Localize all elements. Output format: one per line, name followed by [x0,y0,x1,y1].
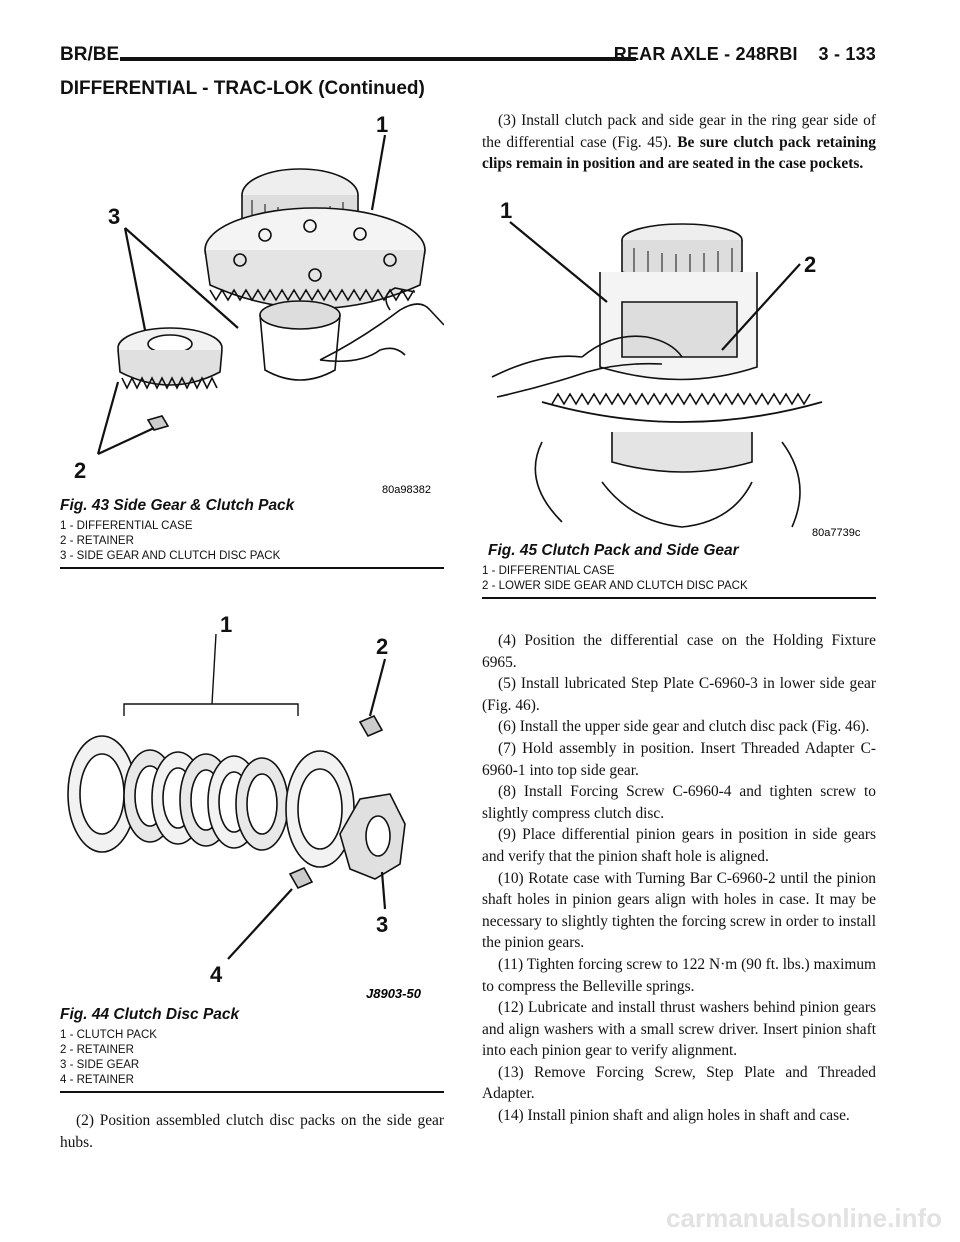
step-8: (8) Install Forcing Screw C-6960-4 and tighten screw to slightly compress clutch disc. [482,783,876,822]
legend-item: 1 - DIFFERENTIAL CASE [482,565,615,577]
fig43-callout-1: 1 [376,112,389,137]
step-3-warning: Be sure clutch pack retaining clips remain in position and are seated in the case pockets. [482,133,876,173]
fig45-code: 80a7739c [812,527,861,539]
fig43-legend [60,519,444,564]
figure-rule [60,1091,444,1093]
step-11: (11) Tighten forcing screw to 122 N·m (90 ft. lbs.) maximum to compress the Belleville springs. [482,955,876,995]
legend-item: 1 - CLUTCH PACK [60,1029,157,1041]
header-section-page: REAR AXLE - 248RBI 3 - 133 [613,44,876,64]
step-7: (7) Hold assembly in position. Insert Threaded Adapter C-6960-1 into top side gear. [482,739,876,779]
step-5: (5) Install lubricated Step Plate C-6960-3 in lower side gear (Fig. 46). [482,675,876,714]
legend-item: 4 - RETAINER [60,1074,134,1086]
legend-item: 2 - RETAINER [60,1044,134,1056]
figure-44 [60,604,444,1093]
fig43-code: 80a98382 [382,484,431,495]
step-10: (10) Rotate case with Turning Bar C-6960-2 until the pinion shaft holes in pinion gears align with holes in case. It may be necessary to slightly tighten the forcing screw in order to install the pinion gears. [482,869,876,952]
fig45-illustration [482,192,876,540]
watermark: carmanualsonline.info [666,1203,942,1233]
fig44-illustration [60,604,444,1004]
fig44-legend [60,1028,444,1088]
step-14: (14) Install pinion shaft and align holes in shaft and case. [498,1107,850,1125]
fig44-callout-3: 3 [376,912,389,937]
step-3 [482,110,876,175]
fig45-callout-2: 2 [804,252,817,277]
fig45-caption: Fig. 45 Clutch Pack and Side Gear [488,542,739,559]
fig44-caption: Fig. 44 Clutch Disc Pack [60,1006,240,1023]
legend-item: 3 - SIDE GEAR AND CLUTCH DISC PACK [60,550,281,562]
step-2: (2) Position assembled clutch disc packs on the side gear hubs. [60,1112,444,1151]
header-model: BR/BE [60,44,120,65]
step-9: (9) Place differential pinion gears in position in side gears and verify that the pinion shaft hole is aligned. [482,826,876,865]
right-column-intro [482,110,876,175]
step-12: (12) Lubricate and install thrust washers behind pinion gears and align washers with a small screw driver. Insert pinion shaft into each pinion gear to verify alignment. [482,999,876,1060]
step-6: (6) Install the upper side gear and clutch disc pack (Fig. 46). [498,718,870,736]
legend-item: 1 - DIFFERENTIAL CASE [60,520,193,532]
fig45-legend [482,564,876,594]
fig43-illustration [60,100,444,495]
step-4: (4) Position the differential case on the Holding Fixture 6965. [482,632,876,671]
legend-item: 3 - SIDE GEAR [60,1059,140,1071]
figure-rule [60,567,444,569]
section-title: DIFFERENTIAL - TRAC-LOK (Continued) [60,78,425,99]
header-rule [120,57,636,61]
fig44-callout-4: 4 [210,962,223,987]
right-column-steps [482,630,876,1127]
legend-item: 2 - RETAINER [60,535,134,547]
fig45-callout-1: 1 [500,198,513,223]
fig43-callout-2: 2 [74,458,87,483]
fig43-caption: Fig. 43 Side Gear & Clutch Pack [60,497,295,514]
fig43-callout-3: 3 [108,204,121,229]
fig44-callout-1: 1 [220,612,233,637]
step-3-text: (3) Install clutch pack and side gear in the ring gear side of the differential case (Fig. 45). [482,112,876,151]
figure-rule [482,597,876,599]
fig44-code: J8903-50 [366,986,421,1001]
left-column-text [60,1110,444,1153]
legend-item: 2 - LOWER SIDE GEAR AND CLUTCH DISC PACK [482,580,748,592]
figure-43 [60,100,444,569]
page-header [60,44,876,70]
fig44-callout-2: 2 [376,634,389,659]
step-13: (13) Remove Forcing Screw, Step Plate and Threaded Adapter. [482,1063,876,1103]
figure-45 [482,192,876,599]
